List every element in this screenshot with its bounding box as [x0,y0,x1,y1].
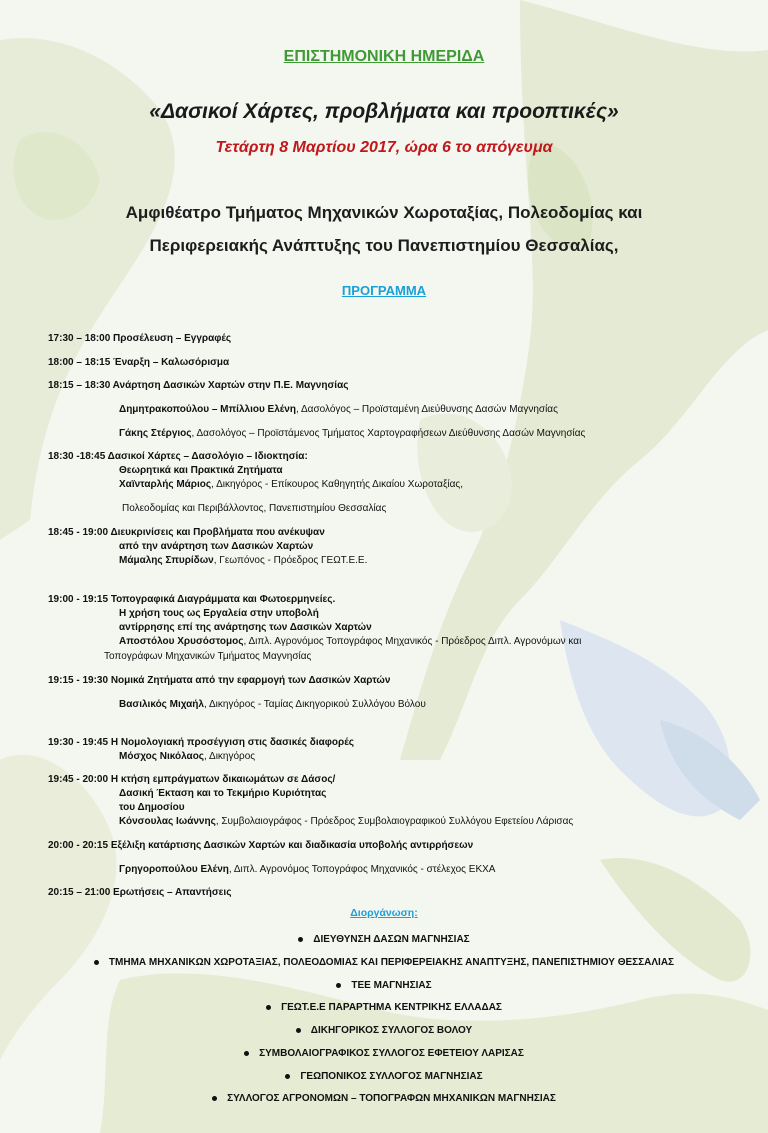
program-line: Γρηγοροπούλου Ελένη, Διπλ. Αγρονόμος Τοπογράφος Μηχανικός - στέλεχος ΕΚΧΑ [119,864,496,875]
program-line: Δημητρακοπούλου – Μπίλλιου Ελένη, Δασολόγος – Προϊσταμένη Διεύθυνσης Δασών Μαγνησίας [119,404,558,415]
program-line: Κόνσουλας Ιωάννης, Συμβολαιογράφος - Πρόεδρος Συμβολαιογραφικού Συλλόγου Εφετείου Λάρισας [119,816,574,827]
program-line: 19:30 - 19:45 Η Νομολογιακή προσέγγιση στις δασικές διαφορές [48,737,354,748]
program-line: 18:45 - 19:00 Διευκρινίσεις και Προβλήματα που ανέκυψαν [48,527,325,538]
bullet-icon [336,983,341,988]
program-line: Δασική Έκταση και το Τεκμήριο Κυριότητας [119,788,327,799]
organiser-item: ΤΜΗΜΑ ΜΗΧΑΝΙΚΩΝ ΧΩΡΟΤΑΞΙΑΣ, ΠΟΛΕΟΔΟΜΙΑΣ ΚΑΙ ΠΕΡΙΦΕΡΕΙΑΚΗΣ ΑΝΑΠΤΥΞΗΣ, ΠΑΝΕΠΙΣΤΗΜΙΟΥ ΘΕΣΣΑΛΙΑΣ [0,957,768,968]
program-line: Αποστόλου Χρυσόστομος, Διπλ. Αγρονόμος Τοπογράφος Μηχανικός - Πρόεδρος Διπλ. Αγρονόμων και [119,636,582,647]
program-line: 19:00 - 19:15 Τοπογραφικά Διαγράμματα και Φωτοερμηνείες. [48,594,336,605]
program-line: από την ανάρτηση των Δασικών Χαρτών [119,541,314,552]
organiser-item: ΓΕΩΤ.Ε.Ε ΠΑΡΑΡΤΗΜΑ ΚΕΝΤΡΙΚΗΣ ΕΛΛΑΔΑΣ [0,1002,768,1013]
bullet-icon [244,1051,249,1056]
venue-line-2: Περιφερειακής Ανάπτυξης του Πανεπιστημίου Θεσσαλίας, [149,236,619,255]
venue-line-1: Αμφιθέατρο Τμήματος Μηχανικών Χωροταξίας, Πολεοδομίας και [125,203,643,222]
program-line: 18:00 – 18:15 Έναρξη – Καλωσόρισμα [48,357,230,368]
bullet-icon [266,1005,271,1010]
organiser-item: ΔΙΕΥΘΥΝΣΗ ΔΑΣΩΝ ΜΑΓΝΗΣΙΑΣ [0,934,768,945]
program-line: του Δημοσίου [119,802,185,813]
program-line: 18:30 -18:45 Δασικοί Χάρτες – Δασολόγιο – Ιδιοκτησία: [48,451,308,462]
event-date: Τετάρτη 8 Μαρτίου 2017, ώρα 6 το απόγευμα [215,139,553,156]
bullet-icon [298,937,303,942]
organisers-heading: Διοργάνωση: [350,907,418,919]
event-title: «Δασικοί Χάρτες, προβλήματα και προοπτικές» [149,100,619,123]
bullet-icon [212,1096,217,1101]
organiser-item: ΤΕΕ ΜΑΓΝΗΣΙΑΣ [0,980,768,991]
program-line: Μόσχος Νικόλαος, Δικηγόρος [119,751,256,762]
program-line: Τοπογράφων Μηχανικών Τμήματος Μαγνησίας [104,651,312,662]
bullet-icon [296,1028,301,1033]
organiser-item: ΣΥΛΛΟΓΟΣ ΑΓΡΟΝΟΜΩΝ – ΤΟΠΟΓΡΑΦΩΝ ΜΗΧΑΝΙΚΩΝ ΜΑΓΝΗΣΙΑΣ [0,1093,768,1104]
program-line: 20:00 - 20:15 Εξέλιξη κατάρτισης Δασικών Χαρτών και διαδικασία υποβολής αντιρρήσεων [48,840,474,851]
program-line: 19:15 - 19:30 Νομικά Ζητήματα από την εφαρμογή των Δασικών Χαρτών [48,675,391,686]
programme-heading: ΠΡΟΓΡΑΜΜΑ [341,283,427,298]
program-line: Η χρήση τους ως Εργαλεία στην υποβολή [119,608,319,619]
organiser-item: ΓΕΩΠΟΝΙΚΟΣ ΣΥΛΛΟΓΟΣ ΜΑΓΝΗΣΙΑΣ [0,1071,768,1082]
program-line: Μάμαλης Σπυρίδων, Γεωπόνος - Πρόεδρος ΓΕΩΤ.Ε.Ε. [119,555,368,566]
program-line: 20:15 – 21:00 Ερωτήσεις – Απαντήσεις [48,887,232,898]
program-line: 17:30 – 18:00 Προσέλευση – Εγγραφές [48,333,232,344]
organiser-item: ΔΙΚΗΓΟΡΙΚΟΣ ΣΥΛΛΟΓΟΣ ΒΟΛΟΥ [0,1025,768,1036]
program-line: Πολεοδομίας και Περιβάλλοντος, Πανεπιστημίου Θεσσαλίας [122,503,387,514]
event-type-heading: ΕΠΙΣΤΗΜΟΝΙΚΗ ΗΜΕΡΙΔΑ [283,48,485,65]
program-line: 18:15 – 18:30 Ανάρτηση Δασικών Χαρτών στην Π.Ε. Μαγνησίας [48,380,349,391]
organiser-item: ΣΥΜΒΟΛΑΙΟΓΡΑΦΙΚΟΣ ΣΥΛΛΟΓΟΣ ΕΦΕΤΕΙΟΥ ΛΑΡΙΣΑΣ [0,1048,768,1059]
program-line: Χαϊνταρλής Μάριος, Δικηγόρος - Επίκουρος Καθηγητής Δικαίου Χωροταξίας, [119,479,464,490]
program-line: Βασιλικός Μιχαήλ, Δικηγόρος - Ταμίας Δικηγορικού Συλλόγου Βόλου [119,699,426,710]
program-line: 19:45 - 20:00 Η κτήση εμπράγματων δικαιωμάτων σε Δάσος/ [48,774,336,785]
program-line: αντίρρησης επί της ανάρτησης των Δασικών Χαρτών [119,622,372,633]
program-line: Θεωρητικά και Πρακτικά Ζητήματα [119,465,283,476]
program-line: Γάκης Στέργιος, Δασολόγος – Προϊστάμενος Τμήματος Χαρτογραφήσεων Διεύθυνσης Δασών Μαγνησίας [119,428,586,439]
bullet-icon [94,960,99,965]
bullet-icon [285,1074,290,1079]
